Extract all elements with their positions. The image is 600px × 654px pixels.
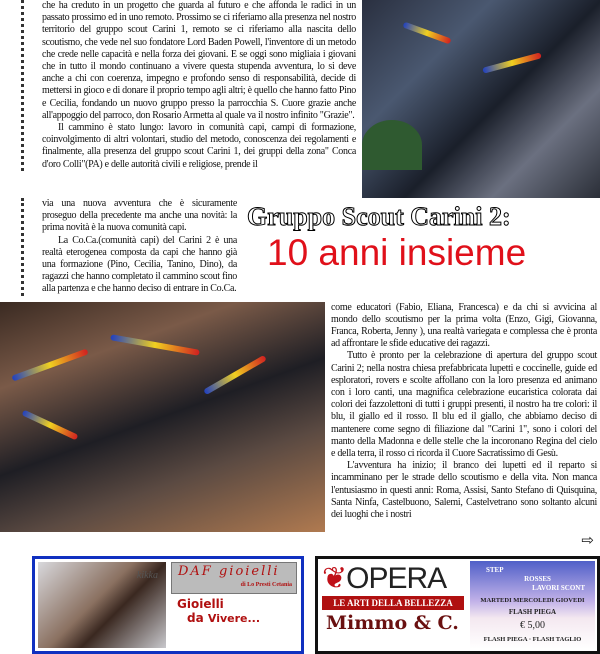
ad-tagline: LE ARTI DELLA BELLEZZA xyxy=(322,596,464,610)
ad-slogan: Gioielli da Vivere... xyxy=(177,596,261,625)
middle-section xyxy=(0,198,600,296)
ad-daf-gioielli[interactable] xyxy=(32,556,304,654)
lower-section xyxy=(0,302,600,532)
ads-section xyxy=(0,550,600,654)
article-heading xyxy=(237,198,600,274)
scouts-ceremony-photo xyxy=(0,302,325,532)
opera-left xyxy=(318,559,468,651)
continue-arrow-icon: ⇨ xyxy=(581,532,594,549)
paragraph: L'avventura ha inizio; il branco dei lupetti ed il reparto si incamminano per le strade dello scoutismo e della vita. Non manca l'entusiasmo in questi anni: Roma, Assisi, Santo Stefano di Quisquina, Santa Ninfa, Castelbuono, Salemi, Castelvetrano sono soltanto alcuni dei luoghi che i nostri xyxy=(331,460,597,521)
promo-panel: STEP ROSSES LAVORI SCONT MARTEDI MERCOLEDI GIOVEDI FLASH PIEGA € 5,00 FLASH PIEGA · FLASH TAGLIO xyxy=(470,561,595,649)
ad-opera-bellezza[interactable] xyxy=(315,556,600,654)
paragraph: che ha creduto in un progetto che guarda al futuro e che affonda le radici in un passato prossimo ed in uno remoto. Prossimo se ci riferiamo alla presenza nel nostro territorio del gruppo scout Carini 1, remoto se ci riferiamo alla nascita dello scoutismo, che vede nel suo fondatore Lord Baden Powell, l'inventore di un metodo che crede nelle capacità e nella forza dei giovani. E se oggi sono migliaia i giovani che in tutto il mondo continuano a vivere questa stupenda avventura, lo si deve anche a chi con coerenza, impegno e profondo senso di responsabilità, decide di mettersi in gioco e di donare il proprio tempo agli altri; è quello che hanno fatto Pino e Cecilia, fondando un nuovo gruppo presso la parrocchia S. Cuore grazie anche all'appoggio del parroco, don Rosario Armetta al quale va il nostro infinito "Grazie". xyxy=(42,0,356,121)
ad-owner: Mimmo & C. xyxy=(326,611,459,634)
daf-logo: DAF gioielli di Lo Presti Cetania xyxy=(171,562,297,594)
paragraph: La Co.Ca.(comunità capi) del Carini 2 è una realtà eterogenea composta da capi che hanno già una formazione (Pino, Cecilia, Tanino, Dino), da ragazzi che hanno completato il cammino scout fino alla partenza e che hanno deciso di entrare in Co.Ca. xyxy=(42,234,237,295)
article-column-1 xyxy=(42,0,356,171)
column-divider xyxy=(0,198,237,296)
model-photo xyxy=(38,562,166,648)
article-title: Gruppo Scout Carini 2: xyxy=(247,202,511,231)
scouts-photo-top xyxy=(362,0,600,198)
opera-logo: ❦OPERA xyxy=(322,561,447,595)
paragraph: Il cammino è stato lungo: lavoro in comunità capi, campi di formazione, coinvolgimento di altri volontari, studio del metodo, conoscenza dei regolamenti e finalmente, alla presenza del gruppo scout Carini 1, dei gruppi della zona" Conca d'oro Colli"(PA) e delle autorità civili e religiose, prende il xyxy=(42,122,356,170)
paragraph: via una nuova avventura che è sicuramente proseguo della precedente ma anche una novità: la prima novità è la nuova comunità capi. xyxy=(42,198,237,234)
paragraph: Tutto è pronto per la celebrazione di apertura del gruppo scout Carini 2; nella nostra chiesa prefabbricata lupetti e coccinelle, guide ed esploratori, rovers e scolte affollano con la loro presenza ed animano con i loro canti, una magnifica celebrazione eucaristica colorata dai colori dei fazzolettoni di tutti i gruppi presenti, il nostro ha tre colori: il blu, il giallo ed il rosso. Il blu ed il giallo, che abbiamo deciso di mantenere come segno di filiazione dal "Carini 1", sono i colori del manto della Madonna e delle stelle che la incoronano Regina del cielo e della terra, il rosso ci ricorda il Cuore Sacratissimo di Gesù. xyxy=(331,350,597,460)
article-column-2 xyxy=(331,302,597,522)
paragraph: come educatori (Fabio, Eliana, Francesca) e da chi si avvicina al mondo dello scoutismo per la prima volta (Enzo, Gigi, Giovanna, Franca, Roberta, Jenny ), una realtà variegata e complessa che è pronta ad affrontare le sfide educative dei ragazzi. xyxy=(331,301,597,350)
article-column-1b xyxy=(42,198,237,296)
column-divider xyxy=(0,0,362,171)
article-subtitle: 10 anni insieme xyxy=(267,232,527,273)
kikka-logo: kikka xyxy=(136,569,158,581)
top-section xyxy=(0,0,600,198)
